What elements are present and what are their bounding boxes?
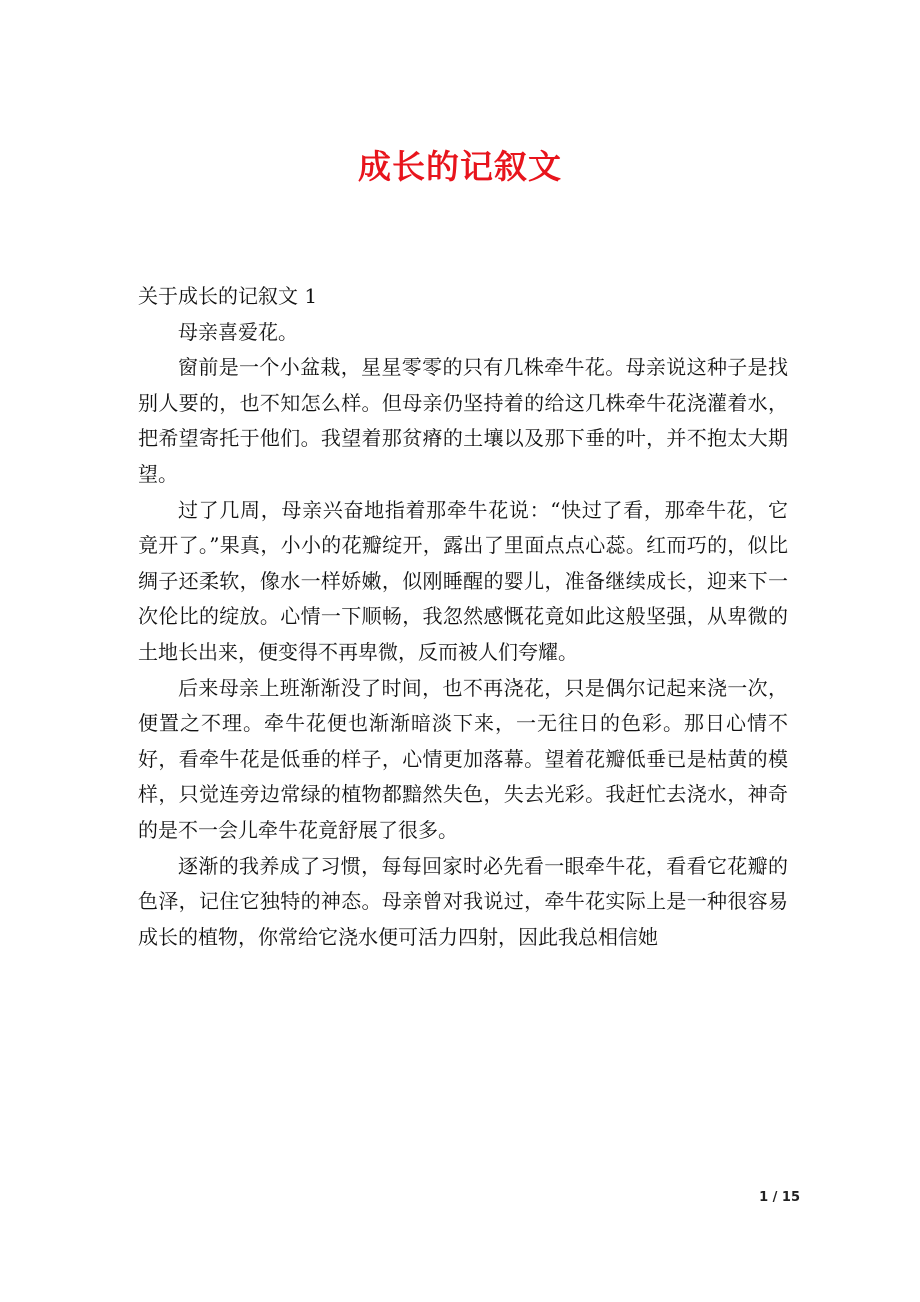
paragraph-4: 后来母亲上班渐渐没了时间，也不再浇花，只是偶尔记起来浇一次，便置之不理。牵牛花便也渐渐暗淡下来，一无往日的色彩。那日心情不好，看牵牛花是低垂的样子，心情更加落幕。望着花瓣低垂已是枯黄的模样，只觉连旁边常绿的植物都黯然失色，失去光彩。我赶忙去浇水，神奇的是不一会儿牵牛花竟舒展了很多。	[138, 675, 788, 842]
page-number: 1 / 15	[759, 1190, 800, 1205]
section-heading: 关于成长的记叙文 1	[138, 284, 318, 308]
paragraph-1: 母亲喜爱花。	[178, 319, 298, 344]
paragraph-3: 过了几周，母亲兴奋地指着那牵牛花说：“快过了看，那牵牛花，它竟开了。”果真，小小的花瓣绽开，露出了里面点点心蕊。红而巧的，似比绸子还柔软，像水一样娇嫩，似刚睡醒的婴儿，准备继续成长，迎来下一次伦比的绽放。心情一下顺畅，我忽然感慨花竟如此这般坚强，从卑微的土地长出来，便变得不再卑微，反而被人们夸耀。	[138, 497, 788, 664]
paragraph-2: 窗前是一个小盆栽，星星零零的只有几株牵牛花。母亲说这种子是找别人要的，也不知怎么样。但母亲仍坚持着的给这几株牵牛花浇灌着水，把希望寄托于他们。我望着那贫瘠的土壤以及那下垂的叶，并不抱太大期望。	[138, 355, 788, 486]
document-body	[138, 279, 788, 955]
document-title: 成长的记叙文	[358, 147, 562, 186]
paragraph-5: 逐渐的我养成了习惯，每每回家时必先看一眼牵牛花，看看它花瓣的色泽，记住它独特的神态。母亲曾对我说过，牵牛花实际上是一种很容易成长的植物，你常给它浇水便可活力四射，因此我总相信她	[138, 853, 788, 949]
